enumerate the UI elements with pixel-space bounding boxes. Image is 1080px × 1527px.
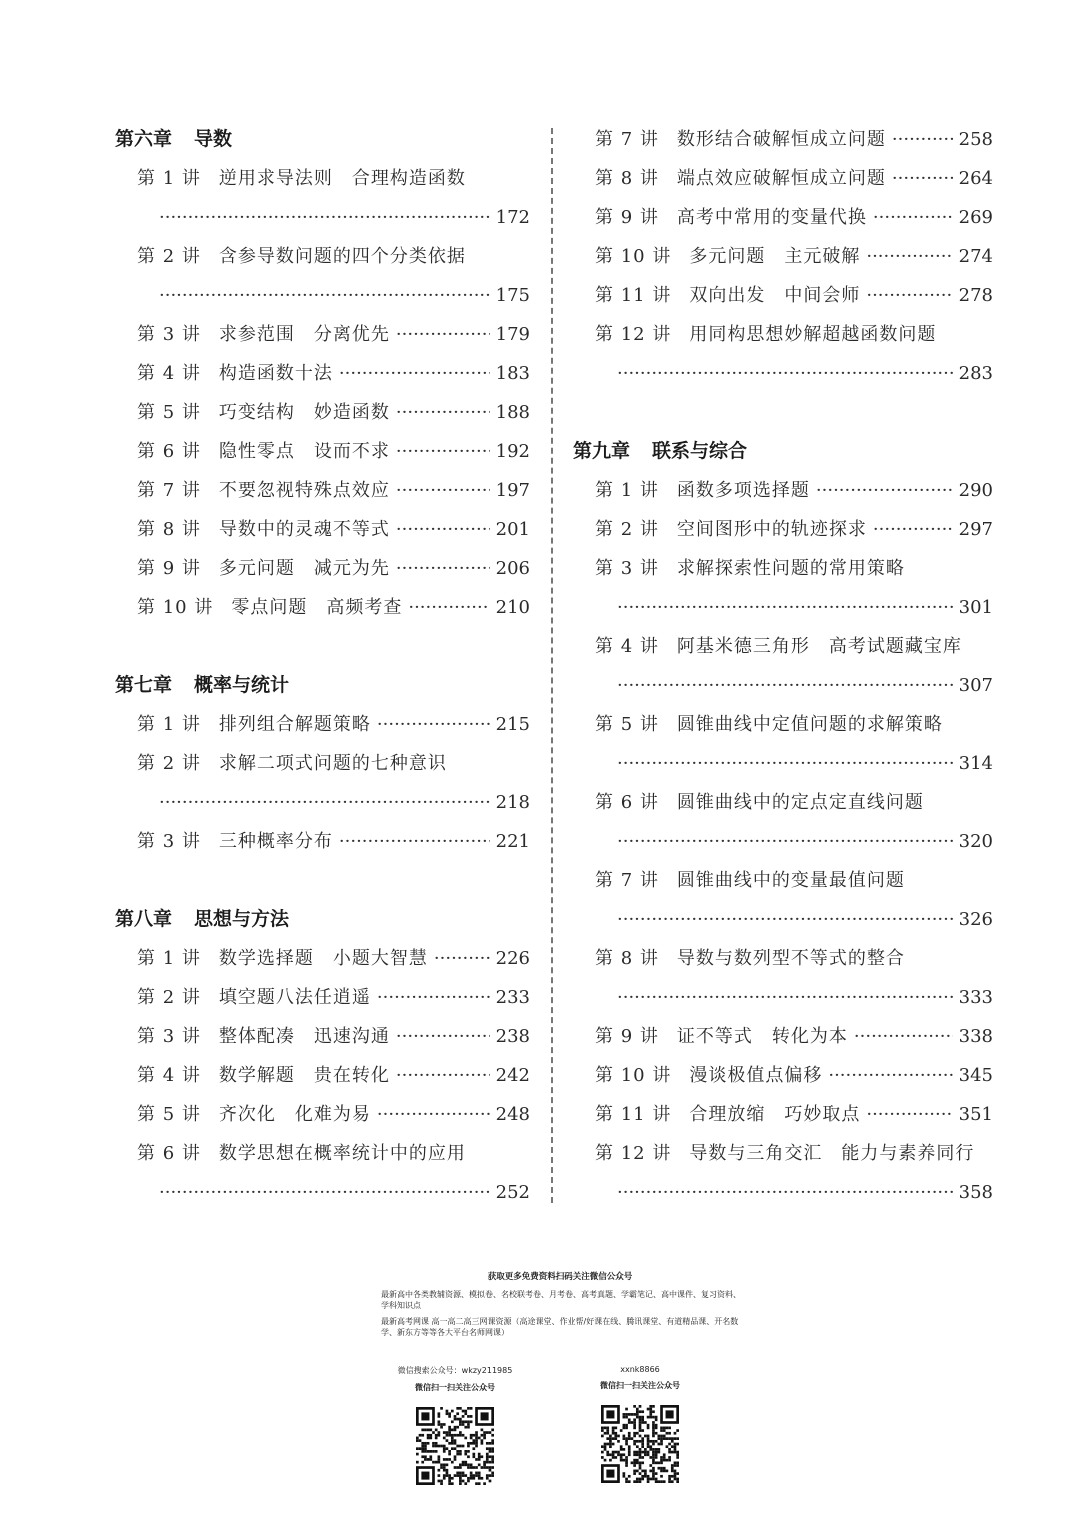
dot-leader [377, 978, 490, 1017]
page-number: 242 [495, 1065, 530, 1086]
toc-entry [573, 1095, 993, 1134]
chapter-heading [115, 666, 530, 705]
lecture-number: 第 7 讲 [137, 480, 201, 501]
lecture-number: 第 8 讲 [595, 168, 659, 189]
page-number: 233 [495, 987, 530, 1008]
toc-entry [115, 237, 530, 276]
page-number: 210 [495, 597, 530, 618]
qr-left-label: 微信搜索公众号：wkzy211985 [397, 1366, 513, 1375]
page-number: 197 [495, 480, 530, 501]
toc-entry [115, 1056, 530, 1095]
toc-entry [573, 1056, 993, 1095]
lecture-number: 第 9 讲 [137, 558, 201, 579]
lecture-title: 圆锥曲线中的变量最值问题 [676, 870, 905, 891]
dot-leader [866, 276, 952, 315]
qr-right-sub: 微信扫一扫关注公众号 [600, 1381, 680, 1390]
lecture-number: 第 2 讲 [595, 519, 659, 540]
dot-leader [159, 1173, 490, 1212]
lecture-number: 第 4 讲 [595, 636, 659, 657]
dot-leader [377, 1095, 490, 1134]
toc-entry [573, 1017, 993, 1056]
toc-right-column [573, 120, 993, 1212]
lecture-title: 导数中的灵魂不等式 [218, 519, 390, 540]
footer-promo [375, 1272, 745, 1343]
chapter-number: 第九章 [573, 440, 631, 462]
page-number: 338 [958, 1026, 993, 1047]
page-number: 358 [958, 1182, 993, 1203]
lecture-number: 第 10 讲 [595, 1065, 672, 1086]
dot-leader [339, 822, 490, 861]
dot-leader [396, 1056, 490, 1095]
page-number: 290 [958, 480, 993, 501]
page-number: 226 [495, 948, 530, 969]
dot-leader [434, 939, 490, 978]
toc-entry-continuation [115, 1173, 530, 1212]
lecture-number: 第 11 讲 [595, 285, 672, 306]
footer-title: 获取更多免费资料扫码关注微信公众号 [487, 1272, 633, 1282]
qr-block-right [565, 1365, 715, 1485]
lecture-title: 多元问题 主元破解 [689, 246, 861, 267]
dot-leader [159, 783, 490, 822]
lecture-title: 导数与数列型不等式的整合 [676, 948, 905, 969]
lecture-title: 空间图形中的轨迹探求 [676, 519, 867, 540]
dot-leader [159, 276, 490, 315]
toc-entry-continuation [573, 588, 993, 627]
page-number: 192 [495, 441, 530, 462]
dot-leader [396, 432, 490, 471]
qr-left-sub: 微信扫一扫关注公众号 [415, 1383, 495, 1392]
dot-leader [396, 1017, 490, 1056]
lecture-number: 第 12 讲 [595, 1143, 672, 1164]
page-number: 172 [495, 207, 530, 228]
lecture-title: 逆用求导法则 合理构造函数 [218, 168, 466, 189]
lecture-number: 第 11 讲 [595, 1104, 672, 1125]
toc-entry [115, 1095, 530, 1134]
qr-block-left [380, 1365, 530, 1487]
lecture-number: 第 12 讲 [595, 324, 672, 345]
lecture-title: 填空题八法任逍遥 [218, 987, 371, 1008]
dot-leader [617, 588, 953, 627]
toc-entry-continuation [573, 1173, 993, 1212]
toc-entry [115, 939, 530, 978]
toc-entry [115, 432, 530, 471]
toc-entry [115, 1134, 530, 1173]
lecture-title: 数形结合破解恒成立问题 [676, 129, 886, 150]
toc-entry [115, 354, 530, 393]
page-number: 206 [495, 558, 530, 579]
dot-leader [816, 471, 953, 510]
dot-leader [377, 705, 490, 744]
chapter-gap [115, 861, 530, 900]
page-number: 320 [958, 831, 993, 852]
lecture-title: 数学选择题 小题大智慧 [218, 948, 428, 969]
lecture-title: 证不等式 转化为本 [676, 1026, 848, 1047]
lecture-title: 阿基米德三角形 高考试题藏宝库 [676, 636, 962, 657]
dot-leader [396, 315, 490, 354]
lecture-title: 隐性零点 设而不求 [218, 441, 390, 462]
chapter-gap [115, 627, 530, 666]
lecture-title: 求解二项式问题的七种意识 [218, 753, 447, 774]
chapter-title: 概率与统计 [194, 674, 290, 696]
lecture-number: 第 1 讲 [137, 948, 201, 969]
lecture-number: 第 6 讲 [595, 792, 659, 813]
lecture-title: 漫谈极值点偏移 [689, 1065, 823, 1086]
lecture-title: 高考中常用的变量代换 [676, 207, 867, 228]
page-number: 183 [495, 363, 530, 384]
qr-right-label: xxnk8866 [620, 1365, 660, 1374]
lecture-title: 端点效应破解恒成立问题 [676, 168, 886, 189]
chapter-gap [573, 393, 993, 432]
lecture-number: 第 5 讲 [595, 714, 659, 735]
toc-entry [115, 588, 530, 627]
dot-leader [617, 822, 953, 861]
dot-leader [866, 1095, 952, 1134]
lecture-number: 第 8 讲 [595, 948, 659, 969]
lecture-title: 不要忽视特殊点效应 [218, 480, 390, 501]
lecture-number: 第 1 讲 [137, 168, 201, 189]
lecture-title: 求解探索性问题的常用策略 [676, 558, 905, 579]
lecture-number: 第 7 讲 [595, 129, 659, 150]
toc-entry [573, 315, 993, 354]
dot-leader [396, 471, 490, 510]
toc-entry [573, 783, 993, 822]
page-number: 283 [958, 363, 993, 384]
toc-entry-continuation [115, 198, 530, 237]
toc-entry-continuation [573, 822, 993, 861]
lecture-title: 多元问题 减元为先 [218, 558, 390, 579]
lecture-number: 第 2 讲 [137, 246, 201, 267]
toc-entry-continuation [573, 900, 993, 939]
toc-entry [115, 393, 530, 432]
toc-entry [573, 120, 993, 159]
dot-leader [159, 198, 490, 237]
page-number: 179 [495, 324, 530, 345]
lecture-number: 第 6 讲 [137, 1143, 201, 1164]
page-number: 252 [495, 1182, 530, 1203]
lecture-number: 第 2 讲 [137, 753, 201, 774]
page-number: 188 [495, 402, 530, 423]
lecture-title: 数学思想在概率统计中的应用 [218, 1143, 466, 1164]
lecture-number: 第 10 讲 [595, 246, 672, 267]
toc-entry [573, 471, 993, 510]
lecture-title: 数学解题 贵在转化 [218, 1065, 390, 1086]
dot-leader [408, 588, 489, 627]
chapter-number: 第八章 [115, 908, 173, 930]
lecture-number: 第 4 讲 [137, 1065, 201, 1086]
dot-leader [617, 1173, 953, 1212]
lecture-number: 第 10 讲 [137, 597, 214, 618]
dot-leader [873, 198, 953, 237]
chapter-heading [115, 900, 530, 939]
toc-entry [573, 705, 993, 744]
toc-entry [115, 822, 530, 861]
lecture-number: 第 3 讲 [137, 324, 201, 345]
lecture-number: 第 6 讲 [137, 441, 201, 462]
qr-code-left[interactable] [416, 1407, 494, 1485]
toc-entry [573, 159, 993, 198]
lecture-title: 圆锥曲线中的定点定直线问题 [676, 792, 924, 813]
toc-entry [115, 1017, 530, 1056]
lecture-number: 第 5 讲 [137, 402, 201, 423]
page-number: 274 [958, 246, 993, 267]
lecture-number: 第 7 讲 [595, 870, 659, 891]
lecture-number: 第 1 讲 [595, 480, 659, 501]
chapter-number: 第七章 [115, 674, 173, 696]
page-number: 307 [958, 675, 993, 696]
lecture-number: 第 8 讲 [137, 519, 201, 540]
page-number: 345 [958, 1065, 993, 1086]
lecture-title: 合理放缩 巧妙取点 [689, 1104, 861, 1125]
page-number: 201 [495, 519, 530, 540]
toc-entry [573, 627, 993, 666]
chapter-heading [573, 432, 993, 471]
lecture-number: 第 2 讲 [137, 987, 201, 1008]
chapter-number: 第六章 [115, 128, 173, 150]
toc-entry-continuation [573, 978, 993, 1017]
toc-entry [115, 978, 530, 1017]
lecture-title: 双向出发 中间会师 [689, 285, 861, 306]
column-divider [551, 128, 553, 1203]
dot-leader [873, 510, 953, 549]
lecture-title: 构造函数十法 [218, 363, 333, 384]
toc-entry [115, 471, 530, 510]
toc-entry [115, 744, 530, 783]
dot-leader [617, 666, 953, 705]
dot-leader [396, 510, 490, 549]
page-number: 218 [495, 792, 530, 813]
page-number: 215 [495, 714, 530, 735]
page-number: 221 [495, 831, 530, 852]
page-number: 301 [958, 597, 993, 618]
toc-entry [573, 510, 993, 549]
lecture-title: 函数多项选择题 [676, 480, 810, 501]
lecture-title: 巧变结构 妙造函数 [218, 402, 390, 423]
dot-leader [892, 120, 953, 159]
qr-code-right[interactable] [601, 1405, 679, 1483]
toc-entry-continuation [573, 744, 993, 783]
toc-entry-continuation [573, 666, 993, 705]
toc-entry [115, 159, 530, 198]
chapter-title: 导数 [194, 128, 233, 150]
lecture-title: 求参范围 分离优先 [218, 324, 390, 345]
toc-entry-continuation [115, 276, 530, 315]
toc-entry-continuation [573, 354, 993, 393]
toc-entry [573, 939, 993, 978]
dot-leader [617, 744, 953, 783]
dot-leader [396, 393, 490, 432]
lecture-title: 用同构思想妙解超越函数问题 [689, 324, 937, 345]
toc-entry [573, 861, 993, 900]
toc-entry [115, 705, 530, 744]
dot-leader [617, 354, 953, 393]
lecture-title: 圆锥曲线中定值问题的求解策略 [676, 714, 943, 735]
lecture-title: 整体配凑 迅速沟通 [218, 1026, 390, 1047]
lecture-number: 第 9 讲 [595, 207, 659, 228]
toc-entry [573, 1134, 993, 1173]
lecture-title: 齐次化 化难为易 [218, 1104, 371, 1125]
lecture-title: 含参导数问题的四个分类依据 [218, 246, 466, 267]
toc-entry [115, 549, 530, 588]
dot-leader [339, 354, 490, 393]
lecture-number: 第 3 讲 [137, 831, 201, 852]
lecture-number: 第 5 讲 [137, 1104, 201, 1125]
page-number: 326 [958, 909, 993, 930]
page-number: 297 [958, 519, 993, 540]
page-number: 258 [958, 129, 993, 150]
lecture-number: 第 4 讲 [137, 363, 201, 384]
page-number: 351 [958, 1104, 993, 1125]
lecture-title: 三种概率分布 [218, 831, 333, 852]
chapter-title: 思想与方法 [194, 908, 290, 930]
toc-left-column [115, 120, 530, 1212]
lecture-number: 第 1 讲 [137, 714, 201, 735]
dot-leader [396, 549, 490, 588]
chapter-title: 联系与综合 [652, 440, 748, 462]
dot-leader [617, 900, 953, 939]
toc-entry [573, 198, 993, 237]
page-number: 175 [495, 285, 530, 306]
chapter-heading [115, 120, 530, 159]
toc-entry-continuation [115, 783, 530, 822]
footer-line-1: 最新高中各类教辅资源、模拟卷、名校联考卷、月考卷、高考真题、学霸笔记、高中课件、复习资料、学科知识点 [381, 1290, 741, 1310]
lecture-number: 第 3 讲 [595, 558, 659, 579]
page-number: 278 [958, 285, 993, 306]
dot-leader [828, 1056, 952, 1095]
dot-leader [854, 1017, 953, 1056]
lecture-title: 排列组合解题策略 [218, 714, 371, 735]
page-number: 238 [495, 1026, 530, 1047]
page-number: 248 [495, 1104, 530, 1125]
lecture-number: 第 9 讲 [595, 1026, 659, 1047]
toc-entry [115, 315, 530, 354]
toc-entry [573, 549, 993, 588]
dot-leader [866, 237, 952, 276]
lecture-title: 零点问题 高频考查 [231, 597, 403, 618]
footer-line-2: 最新高考网课 高一高二高三网课资源（高途课堂、作业帮/好课在线、腾讯课堂、有道精品课、开名数学、新东方等等各大平台名师网课） [381, 1317, 739, 1337]
page-number: 264 [958, 168, 993, 189]
toc-entry [573, 237, 993, 276]
dot-leader [892, 159, 953, 198]
lecture-number: 第 3 讲 [137, 1026, 201, 1047]
toc-entry [115, 510, 530, 549]
page-number: 314 [958, 753, 993, 774]
lecture-title: 导数与三角交汇 能力与素养同行 [689, 1143, 975, 1164]
dot-leader [617, 978, 953, 1017]
toc-entry [573, 276, 993, 315]
page-number: 269 [958, 207, 993, 228]
page-number: 333 [958, 987, 993, 1008]
